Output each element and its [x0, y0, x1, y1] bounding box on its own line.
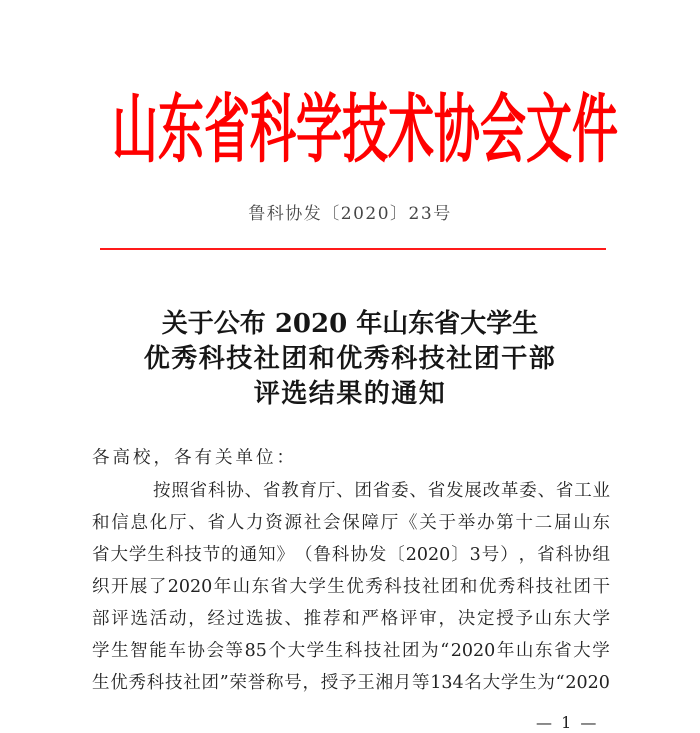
notice-title-line-3: 评选结果的通知 — [253, 379, 447, 409]
masthead-glyph: 山 — [112, 85, 158, 173]
masthead-glyph: 件 — [572, 85, 618, 173]
body-line-5: 部 评 选 活 动 ， 经 过 选 拔 、 推 荐 和 严 格 评 审 ， 决 定 授 予 山 东 大 学 — [92, 609, 610, 629]
body-line-7: 生 优 秀 科 技 社 团 ” 荣 誉 称 号 ， 授 予 王 湘 月 等 134 名 大 学 生 为 “ 2020 — [92, 673, 610, 693]
notice-title-line-2: 优秀科技社团和优秀科技社团干部 — [143, 344, 557, 374]
notice-title-line-1: 关于公布 2020 年山东省大学生 — [161, 309, 539, 339]
masthead-glyph: 科 — [250, 85, 296, 173]
masthead-glyph: 技 — [342, 85, 388, 173]
masthead-glyph: 术 — [388, 85, 434, 173]
masthead-glyph: 学 — [296, 85, 342, 173]
document-number: 鲁科协发〔2020〕23号 — [248, 204, 452, 224]
masthead-glyph: 文 — [526, 85, 572, 173]
body-line-6: 学 生 智 能 车 协 会 等 85 个 大 学 生 科 技 社 团 为 “ 2020 年 山 东 省 大 学 — [92, 641, 610, 661]
red-divider-line — [100, 248, 606, 250]
body-line-1: 按 照 省 科 协 、 省 教 育 厅 、 团 省 委 、 省 发 展 改 革 委 、 省 工 业 — [153, 481, 610, 501]
body-line-2: 和 信 息 化 厅 、 省 人 力 资 源 社 会 保 障 厅 《 关 于 举 办 第 十 二 届 山 东 — [92, 513, 610, 533]
salutation: 各高校，各有关单位： — [92, 448, 297, 468]
masthead-glyph: 省 — [204, 85, 250, 173]
masthead-glyph: 东 — [158, 85, 204, 173]
masthead-glyph: 会 — [480, 85, 526, 173]
page-number: — 1 — — [536, 713, 599, 732]
body-line-4: 织 开 展 了 2020 年 山 东 省 大 学 生 优 秀 科 技 社 团 和 优 秀 科 技 社 团 干 — [92, 577, 610, 597]
masthead-glyph: 协 — [434, 85, 480, 173]
masthead-title — [112, 84, 618, 174]
body-line-3: 省 大 学 生 科 技 节 的 通 知 》 （ 鲁 科 协 发 〔 2020 〕 3 号 ） ， 省 科 协 组 — [92, 545, 610, 565]
